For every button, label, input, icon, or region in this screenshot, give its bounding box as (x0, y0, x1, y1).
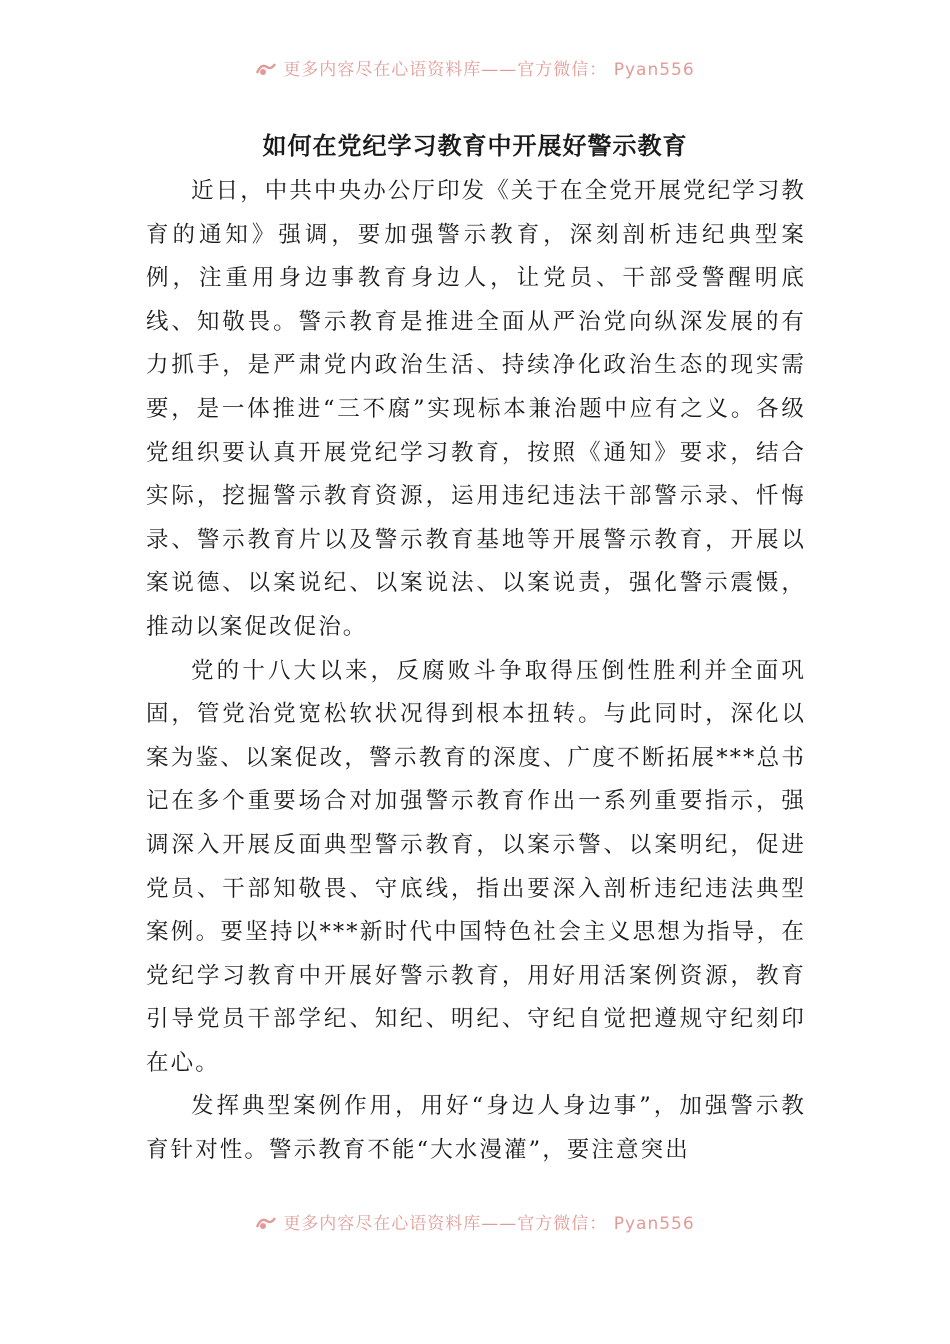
paragraph-3: 发挥典型案例作用，用好“身边人身边事”，加强警示教育针对性。警示教育不能“大水漫灌”，要注意突出 (146, 1093, 806, 1164)
header-watermark-text: 更多内容尽在心语资料库——官方微信： Pyan556 (283, 60, 695, 80)
watermark-logo-icon (255, 61, 277, 77)
document-body (146, 170, 806, 1173)
footer-watermark (0, 1212, 950, 1236)
watermark-logo-icon (255, 1215, 277, 1231)
paragraph-1: 近日，中共中央办公厅印发《关于在全党开展党纪学习教育的通知》强调，要加强警示教育，深刻剖析违纪典型案例，注重用身边事教育身边人，让党员、干部受警醒明底线、知敬畏。警示教育是推进全面从严治党向纵深发展的有力抓手，是严肃党内政治生活、持续净化政治生态的现实需要，是一体推进“三不腐”实现标本兼治题中应有之义。各级党组织要认真开展党纪学习教育，按照《通知》要求，结合实际，挖掘警示教育资源，运用违纪违法干部警示录、忏悔录、警示教育片以及警示教育基地等开展警示教育，开展以案说德、以案说纪、以案说法、以案说责，强化警示震慑，推动以案促改促治。 (146, 178, 807, 640)
footer-watermark-text: 更多内容尽在心语资料库——官方微信： Pyan556 (283, 1214, 695, 1234)
header-watermark (0, 58, 950, 82)
paragraph-2: 党的十八大以来，反腐败斗争取得压倒性胜利并全面巩固，管党治党宽松软状况得到根本扭转。与此同时，深化以案为鉴、以案促改，警示教育的深度、广度不断拓展***总书记在多个重要场合对加强警示教育作出一系列重要指示，强调深入开展反面典型警示教育，以案示警、以案明纪，促进党员、干部知敬畏、守底线，指出要深入剖析违纪违法典型案例。要坚持以***新时代中国特色社会主义思想为指导，在党纪学习教育中开展好警示教育，用好用活案例资源，教育引导党员干部学纪、知纪、明纪、守纪自觉把遵规守纪刻印在心。 (146, 657, 806, 1076)
document-title: 如何在党纪学习教育中开展好警示教育 (262, 131, 688, 160)
